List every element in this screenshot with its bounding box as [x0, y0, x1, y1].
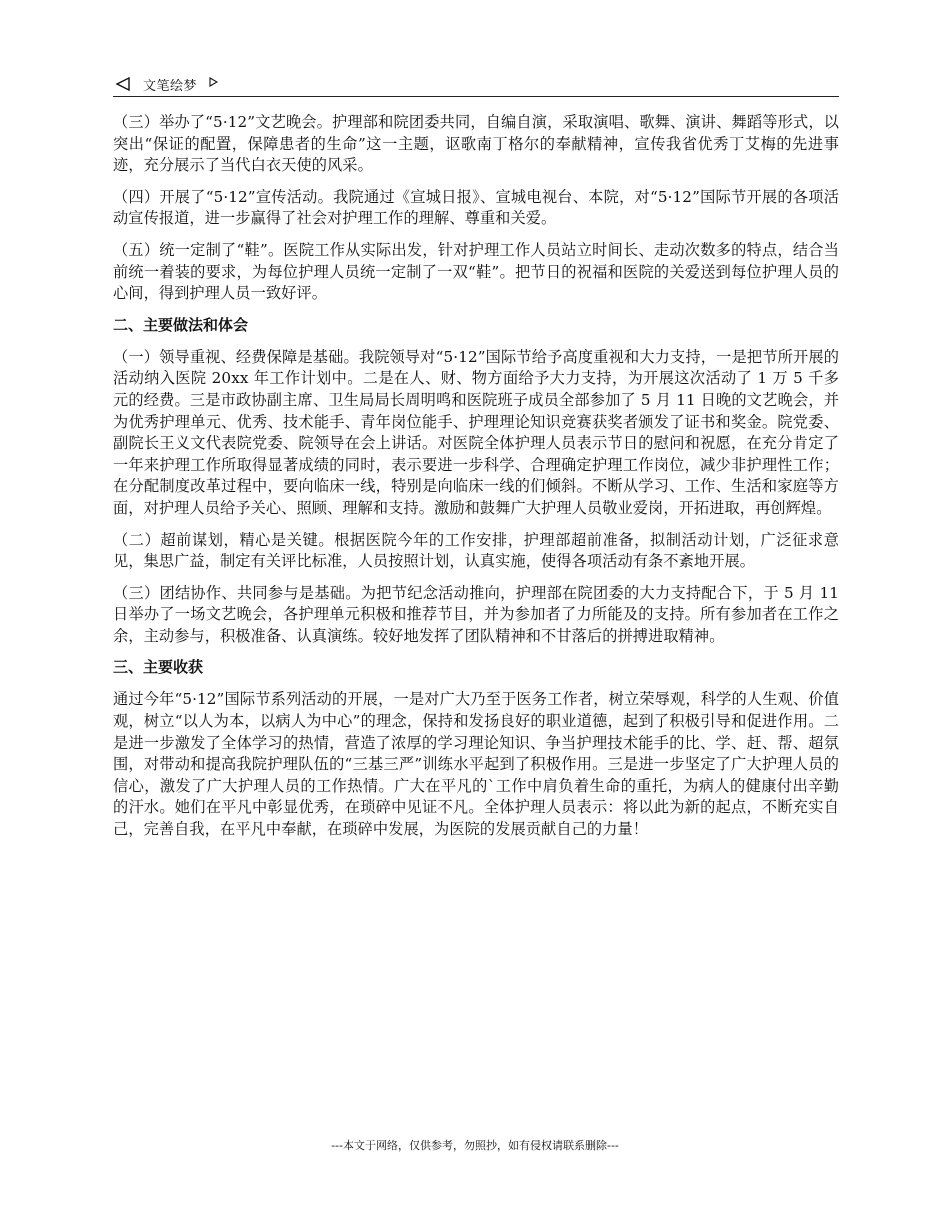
header-brand: 文笔绘梦: [143, 78, 198, 94]
paragraph: （三）团结协作、共同参与是基础。为把节纪念活动推向，护理部在院团委的大力支持配合下，于 5 月 11 日举办了一场文艺晚会，各护理单元积极和推荐节目，并为参加者了力所能及的支持。所有参加者在工作之余，主动参与，积极准备、认真演练。较好地发挥了团队精神和不甘落后的拼搏进取精神。: [113, 583, 839, 645]
paragraph: （三）举办了“5·12”文艺晚会。护理部和院团委共同，自编自演，采取演唱、歌舞、演讲、舞蹈等形式，以突出“保证的配置，保障患者的生命”这一主题，讴歌南丁格尔的奉献精神，宣传我省优秀丁艾梅的先进事迹，充分展示了当代白衣天使的风采。: [113, 113, 839, 175]
paragraph: （五）统一定制了“鞋”。医院工作从实际出发，针对护理工作人员站立时间长、走动次数多的特点，结合当前统一着装的要求，为每位护理人员统一定制了一双“鞋”。把节日的祝福和医院的关爱送到每位护理人员的心间，得到护理人员一致好评。: [113, 240, 839, 303]
document-body: [113, 112, 839, 851]
paragraph: （二）超前谋划，精心是关键。根据医院今年的工作安排，护理部超前准备，拟制活动计划，广泛征求意见，集思广益，制定有关评比标准，人员按照计划，认真实施，使得各项活动有条不紊地开展。: [113, 530, 839, 571]
footer-disclaimer: ---本文于网络，仅供参考，勿照抄，如有侵权请联系删除---: [331, 1139, 619, 1152]
section-heading: 二、主要做法和体会: [113, 315, 249, 334]
page-header: [113, 72, 839, 97]
paragraph: （四）开展了“5·12”宣传活动。我院通过《宣城日报》、宣城电视台、本院，对“5·12”国际节开展的各项活动宣传报道，进一步赢得了社会对护理工作的理解、尊重和关爱。: [113, 187, 839, 228]
paragraph: （一）领导重视、经费保障是基础。我院领导对“5·12”国际节给予高度重视和大力支持，一是把节所开展的活动纳入医院 20xx 年工作计划中。二是在人、财、物方面给予大力支持，为开展这次活动了 1 万 5 千多元的经费。三是市政协副主席、卫生局局长周明鸣和医院班子成员全部参加了 5 月 11 日晚的文艺晚会，并为优秀护理单元、优秀、技术能手、青年岗位能手、护理理论知识竞赛获奖者颁发了证书和奖金。院党委、副院长王义文代表院党委、院领导在会上讲话。对医院全体护理人员表示节日的慰问和祝愿，在充分肯定了一年来护理工作所取得显著成绩的同时，表示要进一步科学、合理确定护理工作岗位，减少非护理性工作；在分配制度改革过程中，要向临床一线，特别是向临床一线的们倾斜。不断从学习、工作、生活和家庭等方面，对护理人员给予关心、照顾、理解和支持。激励和鼓舞广大护理人员敬业爱岗，开拓进取，再创辉煌。: [113, 347, 840, 517]
section-heading: 三、主要收获: [113, 658, 204, 677]
triangle-right-icon: [209, 77, 218, 87]
paragraph: 通过今年“5·12”国际节系列活动的开展，一是对广大乃至于医务工作者，树立荣辱观，科学的人生观、价值观，树立“以人为本，以病人为中心”的理念，保持和发扬良好的职业道德，起到了积极引导和促进作用。二是进一步激发了全体学习的热情，营造了浓厚的学习理论知识、争当护理技术能手的比、学、赶、帮、超氛围，对带动和提高我院护理队伍的“三基三严”训练水平起到了积极作用。三是进一步坚定了广大护理人员的信心，激发了广大护理人员的工作热情。广大在平凡的`工作中肩负着生命的重托，为病人的健康付出辛勤的汗水。她们在平凡中彰显优秀，在琐碎中见证不凡。全体护理人员表示：将以此为新的起点，不断充实自己，完善自我，在平凡中奉献，在琐碎中发展，为医院的发展贡献自己的力量！: [113, 690, 839, 839]
